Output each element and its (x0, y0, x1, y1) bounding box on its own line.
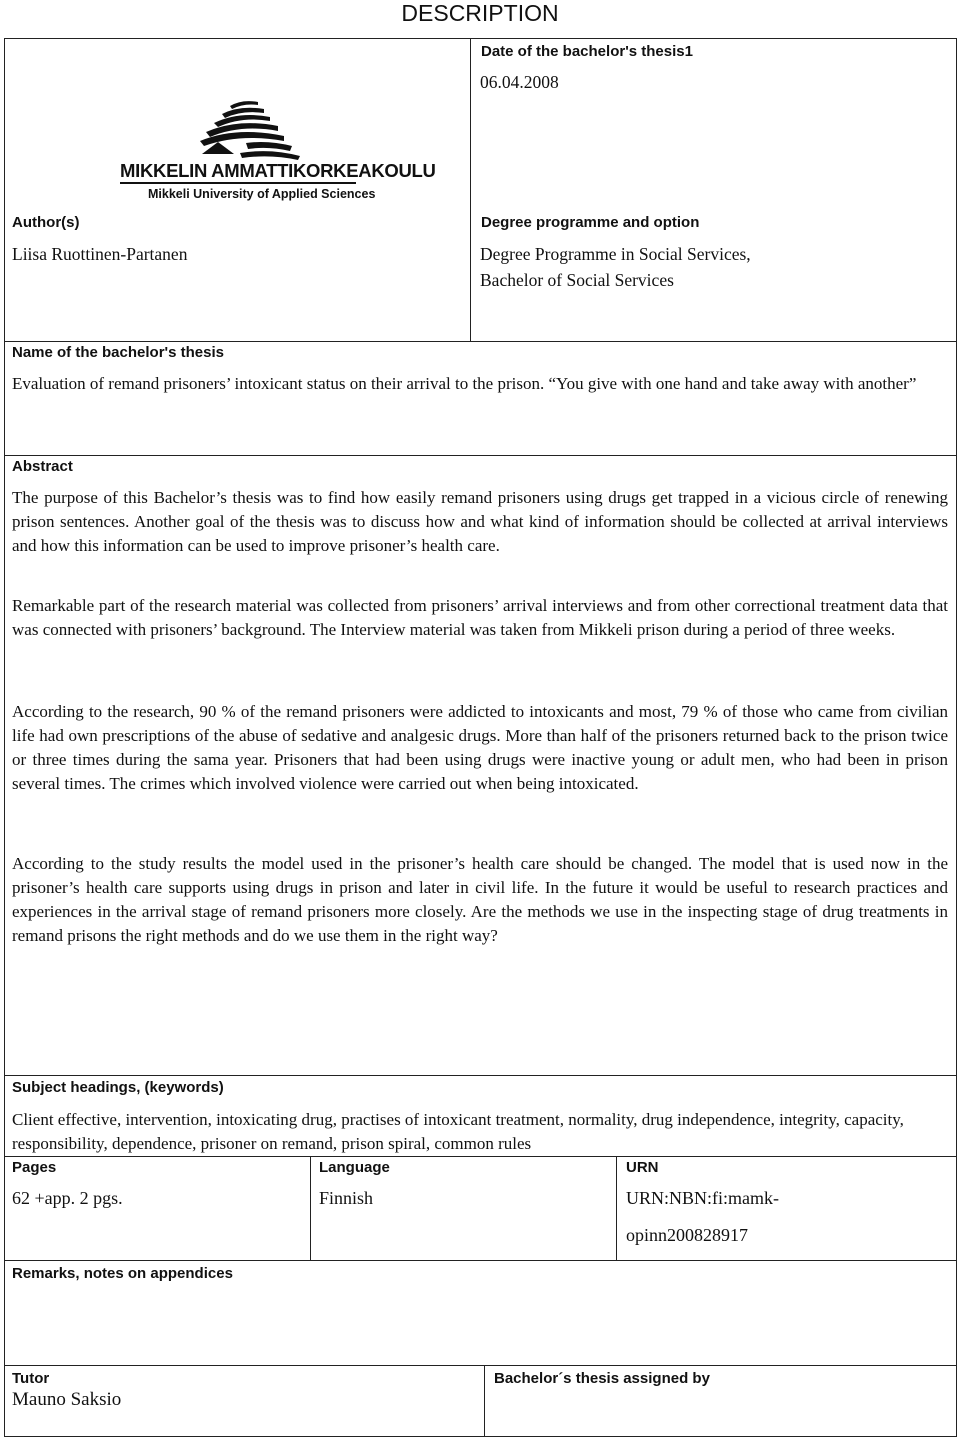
thesis-name-label: Name of the bachelor's thesis (12, 344, 224, 361)
page-title: DESCRIPTION (401, 0, 559, 26)
divider-tutor-assigned (484, 1365, 485, 1437)
abstract-paragraph: The purpose of this Bachelor’s thesis was to find how easily remand prisoners using drugs get trapped in a vicious circle of renewing prison sentences. Another goal of the thesis was to discuss how and what kind of information should be collected at arrival interviews and how this information can be used to improve prisoner’s health care. (12, 488, 948, 555)
pages-label: Pages (12, 1159, 57, 1176)
rule-thesis-bottom (4, 455, 957, 456)
logo-emblem-icon (118, 98, 358, 160)
tutor-value: Mauno Saksio (12, 1389, 122, 1410)
author-value: Liisa Ruottinen-Partanen (12, 244, 188, 264)
degree-label: Degree programme and option (481, 214, 700, 231)
date-value: 06.04.2008 (480, 72, 559, 92)
abstract-paragraph: Remarkable part of the research material was collected from prisoners’ arrival interviews and from other correctional treatment data that was connected with prisoners’ background. The Interview material was taken from Mikkeli prison during a period of three weeks. (12, 596, 948, 639)
urn-label: URN (626, 1159, 659, 1176)
rule-header-bottom (4, 341, 957, 342)
keywords-value: Client effective, intervention, intoxicating drug, practises of intoxicant treatment, normality, drug independence, integrity, capacity, responsibility, dependence, prisoner on remand, prison spiral, common rules (12, 1110, 904, 1153)
rule-abstract-bottom (4, 1075, 957, 1076)
degree-line-2: Bachelor of Social Services (480, 270, 674, 290)
rule-keywords-bottom (4, 1156, 957, 1157)
header-divider (470, 38, 471, 342)
thesis-name-value: Evaluation of remand prisoners’ intoxicant status on their arrival to the prison. “You give with one hand and take away with another” (12, 374, 917, 393)
divider-language-urn (616, 1156, 617, 1261)
university-logo (118, 98, 436, 208)
urn-line-2: opinn200828917 (626, 1225, 749, 1245)
abstract-paragraph: According to the study results the model used in the prisoner’s health care should be changed. The model that is used now in the prisoner’s health care supports using drugs in prison and later in civil life. In the future it would be useful to research practices and experiences in the arrival stage of remand prisoners more closely. Are the methods we use in the inspecting stage of drug treatments in remand prisons the right methods and do we use them in the right way? (12, 854, 948, 945)
assigned-by-label: Bachelor´s thesis assigned by (494, 1370, 710, 1387)
tutor-label: Tutor (12, 1370, 50, 1387)
language-label: Language (319, 1159, 390, 1176)
logo-wordmark: MIKKELIN AMMATTIKORKEAKOULU (120, 160, 436, 181)
logo-subtitle: Mikkeli University of Applied Sciences (148, 187, 376, 201)
rule-details-bottom (4, 1260, 957, 1261)
date-label: Date of the bachelor's thesis1 (481, 43, 693, 60)
abstract-label: Abstract (12, 458, 73, 475)
divider-pages-language (310, 1156, 311, 1261)
pages-value: 62 +app. 2 pgs. (12, 1188, 123, 1208)
author-label: Author(s) (12, 214, 80, 231)
abstract-paragraph: According to the research, 90 % of the remand prisoners were addicted to intoxicants and most, 79 % of those who came from civilian life had own prescriptions of the abuse of sedative and analgesic drugs. More than half of the prisoners returned back to the prison twice or three times during the sama year. Prisoners that had been using drugs were inactive young or adult men, who had been in prison several times. The crimes which involved violence were carried out when being intoxicated. (12, 702, 948, 793)
degree-line-1: Degree Programme in Social Services, (480, 244, 751, 264)
remarks-label: Remarks, notes on appendices (12, 1265, 233, 1282)
urn-line-1: URN:NBN:fi:mamk- (626, 1188, 779, 1208)
keywords-label: Subject headings, (keywords) (12, 1079, 224, 1096)
rule-remarks-bottom (4, 1365, 957, 1366)
language-value: Finnish (319, 1188, 374, 1208)
logo-underline (120, 182, 356, 184)
